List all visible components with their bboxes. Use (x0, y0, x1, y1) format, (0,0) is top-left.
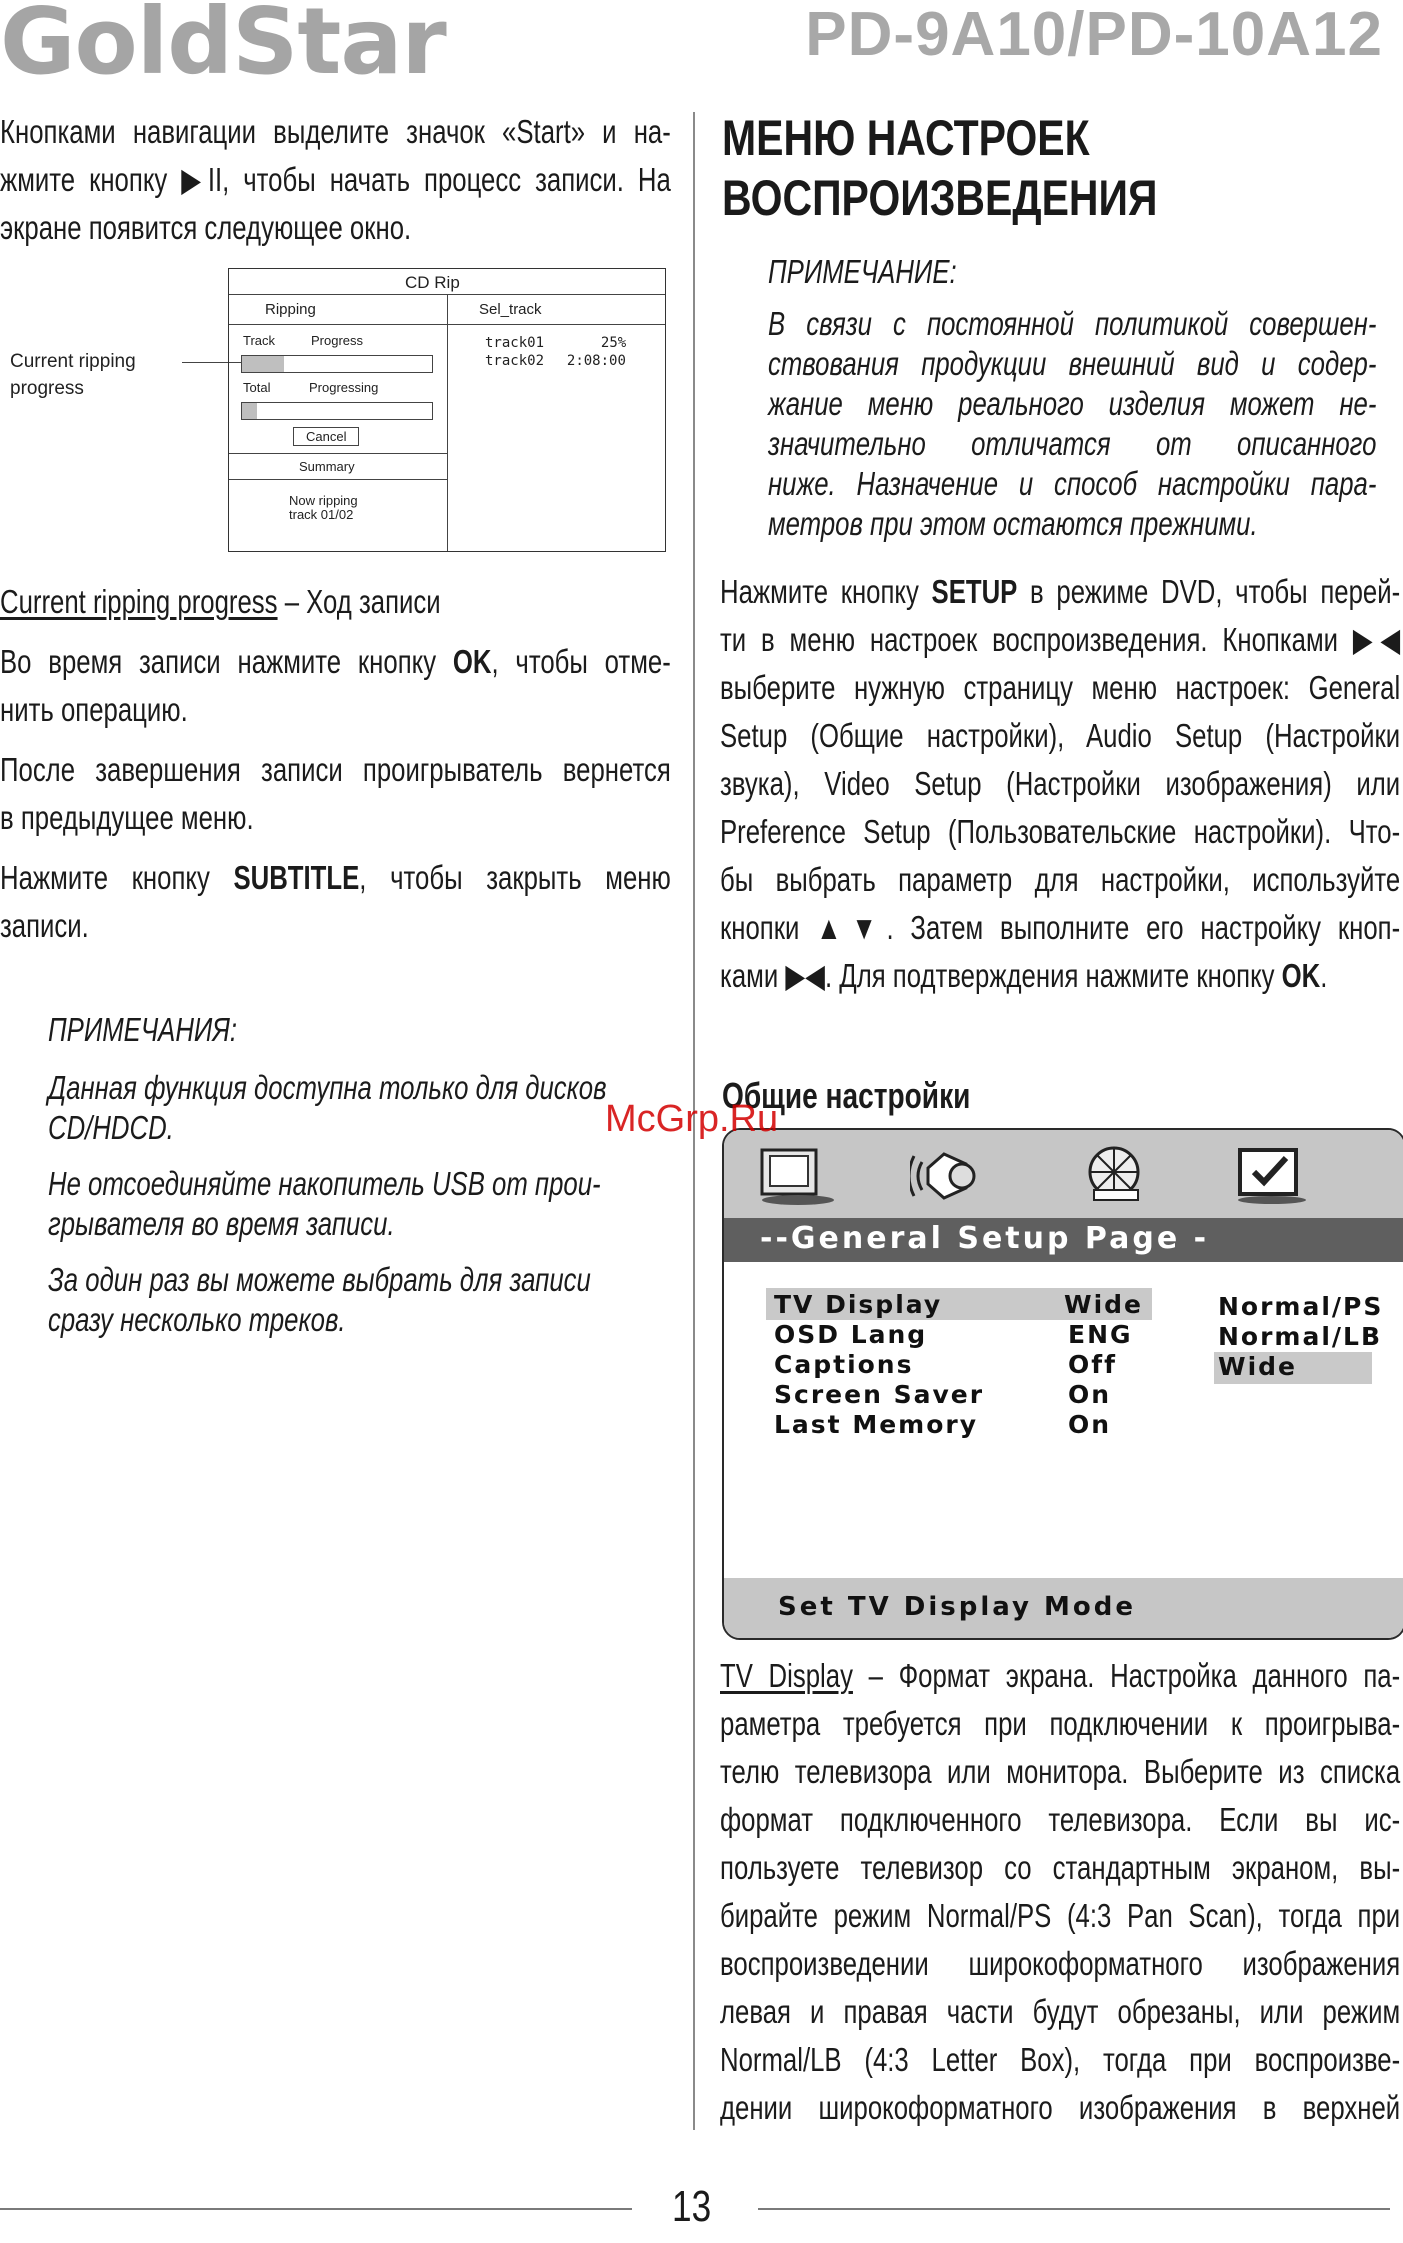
note-line: За один раз вы можете выбрать для записи (48, 1261, 591, 1298)
menu-value: Wide (1064, 1290, 1143, 1319)
track-row[interactable] (485, 353, 626, 369)
tv-line: телю телевизора или монитора. Выберите из списка (720, 1753, 1401, 1790)
menu-value: On (1068, 1410, 1112, 1439)
setup-page-bar (724, 1218, 1403, 1262)
tv-line: воспроизведении широкоформатного изображения (720, 1945, 1401, 1982)
ok-key: OK (452, 643, 492, 680)
speaker-icon[interactable] (910, 1144, 990, 1206)
tv-line: пользуете телевизор со стандартным экраном, вы- (720, 1849, 1401, 1886)
tv-display-paragraph (720, 1652, 1400, 2132)
rip-callout-line: progress (10, 378, 84, 399)
p1-line: ти в меню настроек воспроизведения. Кнопками ▶◀ (720, 621, 1401, 658)
after-line: После завершения записи проигрыватель вернется (0, 751, 671, 788)
note-line: жание меню реального изделия может не- (768, 385, 1377, 422)
note-line: ствования продукции внешний вид и содер- (768, 345, 1377, 382)
menu-item-tv-display[interactable]: TV Display (774, 1290, 943, 1319)
total-progress-bar (241, 402, 433, 420)
tv-line: раметра требуется при подключении к проигрыва- (720, 1705, 1401, 1742)
note-line: грывателя во время записи. (48, 1205, 395, 1242)
track-row[interactable] (485, 335, 626, 351)
notes-title: ПРИМЕЧАНИЯ: (48, 1011, 238, 1048)
note-item (48, 1064, 607, 1152)
ok-key: OK (1281, 957, 1321, 994)
tv-text: – Формат экрана. Настройка данного па- (852, 1657, 1401, 1694)
menu-item-screen-saver[interactable]: Screen Saver (774, 1380, 985, 1409)
now-track-label: track 01/02 (289, 507, 354, 522)
p1-text: ками ▶◀. Для подтверждения нажмите кнопку (720, 957, 1282, 994)
p1-line: выберите нужную страницу меню настроек: General (720, 669, 1401, 706)
tv-line: бирайте режим Normal/PS (4:3 Pan Scan), тогда при (720, 1897, 1401, 1934)
ok-paragraph (0, 638, 671, 734)
note-line: ниже. Назначение и способ настройки пара- (768, 465, 1377, 502)
tab-sel-track[interactable]: Sel_track (479, 301, 542, 318)
menu-item-captions[interactable]: Captions (774, 1350, 914, 1379)
intro-paragraph (0, 108, 671, 252)
ok-line: нить операцию. (0, 691, 188, 728)
after-paragraph (0, 746, 671, 842)
menu-value: On (1068, 1380, 1112, 1409)
preference-check-icon[interactable] (1232, 1144, 1312, 1206)
title-line: ВОСПРОИЗВЕДЕНИЯ (722, 170, 1158, 226)
watermark: McGrp.Ru (605, 1098, 779, 1140)
note-line: Данная функция доступна только для дисков (48, 1069, 607, 1106)
crp-term: Current ripping progress (0, 583, 278, 620)
p1-text: . (1320, 957, 1328, 994)
p1-text: в режиме DVD, чтобы перей- (1017, 573, 1401, 610)
rip-callout-line: Current ripping (10, 351, 136, 372)
track-label: Track (243, 333, 276, 348)
note-line: Не отсоединяйте накопитель USB от прои- (48, 1165, 601, 1202)
subsection-title: Общие настройки (722, 1075, 971, 1116)
note-line: значительно отличатся от описанного (768, 425, 1377, 462)
setup-paragraph (720, 568, 1400, 1000)
summary-label: Summary (299, 459, 355, 474)
intro-line: жмите кнопку ▶II, чтобы начать процесс записи. На (0, 161, 671, 198)
p1-line: кнопки ▲▼. Затем выполните его настройку кноп- (720, 909, 1401, 946)
after-line: в предыдущее меню. (0, 799, 254, 836)
sub-line: записи. (0, 907, 89, 944)
setup-key: SETUP (931, 573, 1018, 610)
note-item (48, 1256, 591, 1344)
track-value: 25% (600, 335, 627, 351)
tv-line: дении широкоформатного изображения в верхней (720, 2089, 1401, 2126)
p1-line: звука), Video Setup (Настройки изображения) или (720, 765, 1401, 802)
track-progress-bar (241, 355, 433, 373)
crp-paragraph (0, 578, 671, 626)
setup-page-title: --General Setup Page - (760, 1221, 1210, 1256)
setup-hint-bar (724, 1578, 1403, 1638)
tv-line: формат подключенного телевизора. Если вы ис- (720, 1801, 1401, 1838)
cancel-button[interactable]: Cancel (293, 427, 359, 446)
cd-rip-dialog (228, 268, 666, 552)
tv-display-term: TV Display (720, 1657, 853, 1694)
film-reel-icon[interactable] (1080, 1144, 1160, 1206)
note-title: ПРИМЕЧАНИЕ: (768, 253, 957, 290)
intro-line: экране появится следующее окно. (0, 209, 412, 246)
footer-rule-left (0, 2208, 632, 2210)
note-line: метров при этом остаются прежними. (768, 505, 1258, 542)
tv-line: левая и правая части будут обрезаны, или режим (720, 1993, 1401, 2030)
setup-hint: Set TV Display Mode (778, 1592, 1136, 1622)
crp-rest: – Ход записи (277, 583, 441, 620)
subtitle-key: SUBTITLE (233, 859, 360, 896)
track-value: 2:08:00 (566, 353, 626, 369)
track-name: track02 (485, 353, 545, 369)
total-label: Total (243, 380, 271, 395)
sub-text: Нажмите кнопку (0, 859, 234, 896)
title-line: МЕНЮ НАСТРОЕК (722, 110, 1090, 166)
note-line: CD/HDCD. (48, 1109, 174, 1146)
menu-item-osd-lang[interactable]: OSD Lang (774, 1320, 928, 1349)
footer-rule-right (758, 2208, 1390, 2210)
subtitle-paragraph (0, 854, 671, 950)
option-wide[interactable]: Wide (1218, 1352, 1297, 1381)
ok-text: Во время записи нажмите кнопку (0, 643, 453, 680)
track-name: track01 (485, 335, 545, 351)
note-line: сразу несколько треков. (48, 1301, 346, 1338)
p1-line: Preference Setup (Пользовательские настройки). Что- (720, 813, 1401, 850)
intro-line: Кнопками навигации выделите значок «Start» и на- (0, 113, 671, 150)
progressing-label: Progressing (309, 380, 379, 395)
sub-text: , чтобы закрыть меню (359, 859, 671, 896)
section-title (722, 108, 1157, 228)
tab-ripping[interactable]: Ripping (265, 301, 316, 318)
note-item (48, 1160, 601, 1248)
menu-value: ENG (1068, 1320, 1133, 1349)
rip-dialog-title: CD Rip (405, 273, 460, 292)
now-ripping-label: Now ripping (289, 493, 358, 508)
p1-line: бы выбрать параметр для настройки, используйте (720, 861, 1401, 898)
option-normal-lb[interactable]: Normal/LB (1218, 1322, 1383, 1351)
ok-text: , чтобы отме- (491, 643, 671, 680)
tv-icon[interactable] (758, 1144, 838, 1206)
tv-line: Normal/LB (4:3 Letter Box), тогда при воспроизве- (720, 2041, 1401, 2078)
page-number: 13 (672, 2182, 712, 2231)
general-setup-screen (722, 1128, 1403, 1640)
p1-text: Нажмите кнопку (720, 573, 932, 610)
option-normal-ps[interactable]: Normal/PS (1218, 1292, 1384, 1321)
note-paragraph (768, 304, 1376, 544)
p1-line: Setup (Общие настройки), Audio Setup (Настройки (720, 717, 1401, 754)
rip-callout (10, 348, 136, 402)
menu-value: Off (1068, 1350, 1118, 1379)
note-line: В связи с постоянной политикой совершен- (768, 305, 1377, 342)
model-number: PD-9A10/PD-10A12 (805, 0, 1383, 69)
menu-item-last-memory[interactable]: Last Memory (774, 1410, 979, 1439)
brand-logo: GoldStar (0, 0, 446, 95)
progress-label: Progress (311, 333, 364, 348)
